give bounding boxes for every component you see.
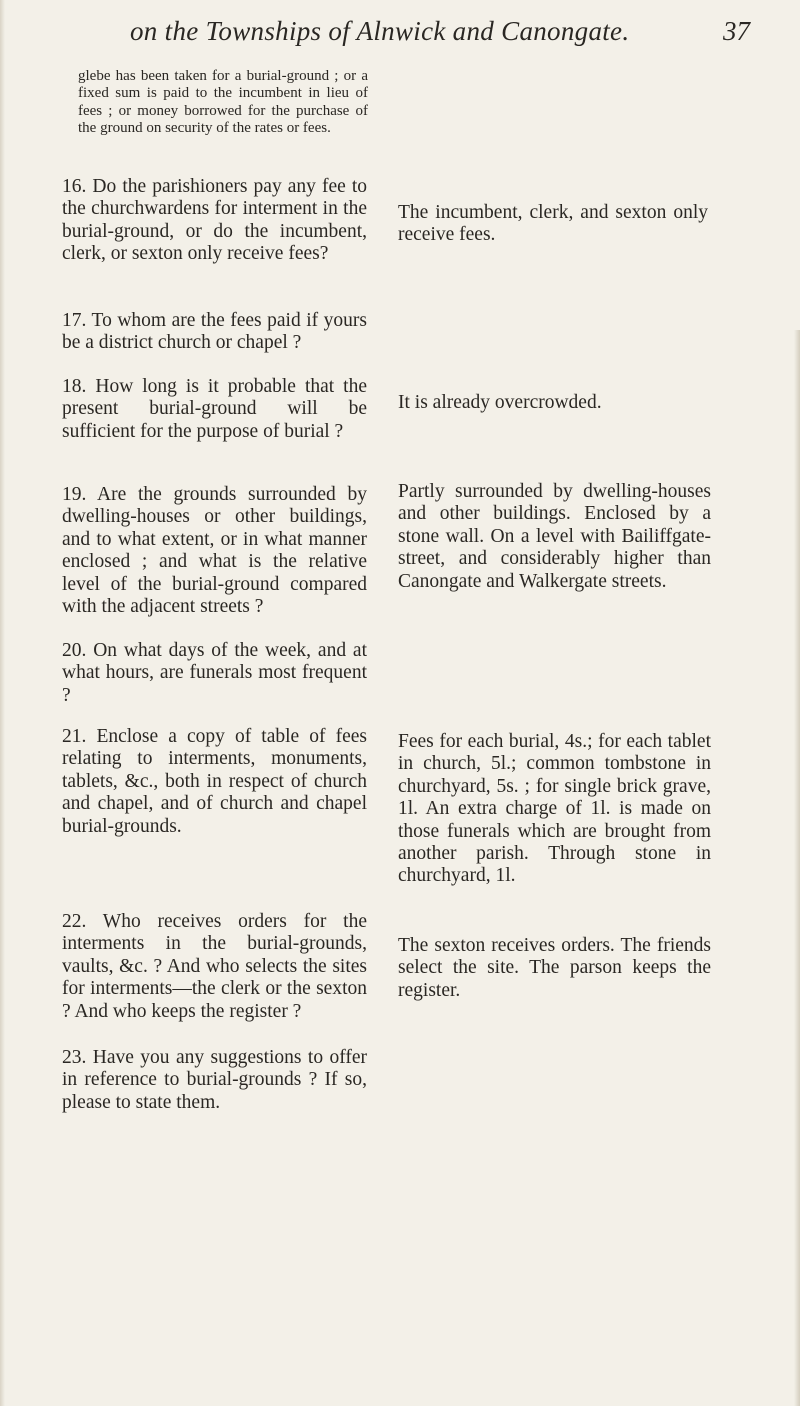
answer-16: The incumbent, clerk, and sexton only receive fees.: [398, 202, 708, 246]
question-16: 16. Do the parishioners pay any fee to the churchwardens for interment in the burial-ground, or do the incumbent, clerk, or sexton only receive fees?: [62, 176, 367, 265]
page-number: 37: [723, 16, 750, 46]
running-header: [0, 14, 800, 54]
question-17: 17. To whom are the fees paid if yours be a district church or chapel ?: [62, 310, 367, 354]
answer-19: Partly surrounded by dwelling-houses and other buildings. Enclosed by a stone wall. On a level with Bailiffgate-street, and considerably higher than Canongate and Walkergate streets.: [398, 481, 711, 592]
running-title: on the Townships of Alnwick and Canongate.: [130, 16, 630, 46]
question-21: 21. Enclose a copy of table of fees relating to interments, monuments, tablets, &c., both in respect of church and chapel, and of church and chapel burial-grounds.: [62, 726, 367, 837]
question-18: 18. How long is it probable that the present burial-ground will be sufficient for the purpose of burial ?: [62, 376, 367, 442]
question-23: 23. Have you any suggestions to offer in reference to burial-grounds ? If so, please to state them.: [62, 1047, 367, 1113]
question-22: 22. Who receives orders for the interments in the burial-grounds, vaults, &c. ? And who selects the sites for interments—the clerk or the sexton ? And who keeps the register ?: [62, 911, 367, 1022]
answer-21: Fees for each burial, 4s.; for each tablet in church, 5l.; common tombstone in churchyard, 5s. ; for single brick grave, 1l. An extra charge of 1l. is made on those funerals which are brought from another parish. Through stone in churchyard, 1l.: [398, 731, 711, 887]
answer-22: The sexton receives orders. The friends select the site. The parson keeps the register.: [398, 935, 711, 1001]
answer-18: It is already overcrowded.: [398, 392, 602, 413]
question-19: 19. Are the grounds surrounded by dwelling-houses or other buildings, and to what extent, or in what manner enclosed ; and what is the relative level of the burial-ground compared with the adjacent streets ?: [62, 484, 367, 618]
page-spine-shadow: [0, 0, 5, 1406]
page-edge-shadow: [794, 330, 800, 1406]
question-20: 20. On what days of the week, and at what hours, are funerals most frequent ?: [62, 640, 367, 706]
continued-note: glebe has been taken for a burial-ground ; or a fixed sum is paid to the incumbent in lieu of fees ; or money borrowed for the purchase of the ground on security of the rates or fees.: [78, 68, 368, 137]
